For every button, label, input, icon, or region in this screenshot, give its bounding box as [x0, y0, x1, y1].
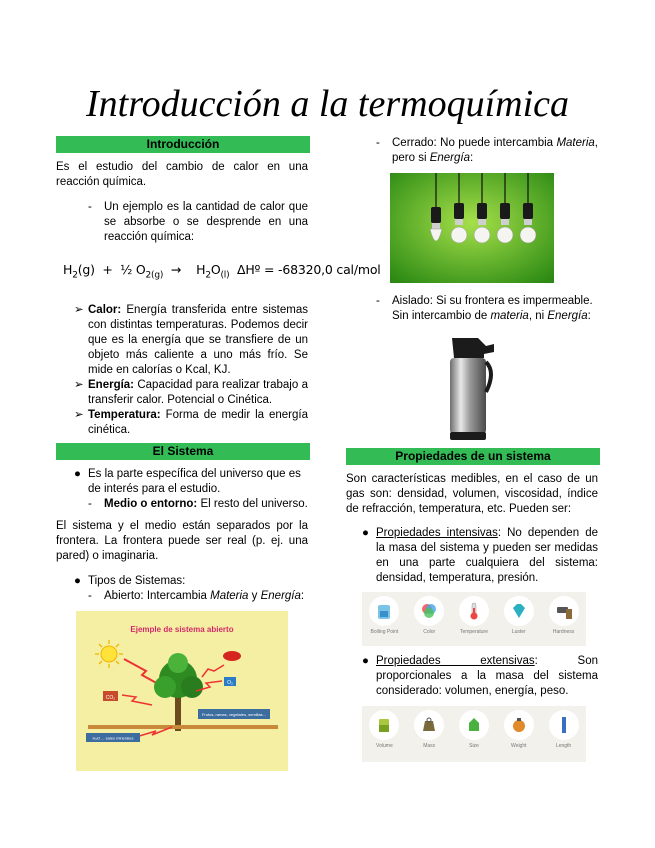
light-bulbs-image	[390, 173, 554, 283]
boiling-point-icon: Boiling Point	[362, 596, 406, 635]
dot-bullet-icon: ●	[362, 527, 369, 539]
extensive-icons-strip	[362, 706, 586, 762]
volume-icon: Volume	[362, 710, 406, 749]
bulb-icon	[451, 227, 467, 243]
list-item: ➢ Calor: Energía transferida entre sistemas con distintas temperaturas. Podemos decir que es la energía que se transfiere de un objeto más caliente a uno más frío. Se mide en calorías o Kcal, KJ.	[74, 304, 308, 376]
arrow-bullet-icon: ➢	[74, 379, 84, 391]
color-icon: Color	[407, 596, 451, 635]
bulb-icon	[520, 227, 536, 243]
intensive-icons-strip	[362, 592, 586, 646]
svg-text:CO₂: CO₂	[105, 695, 116, 701]
reaction-equation: $H_2(g)$ + ½ $O_{2(g)}$ → $H_2O_{(l)}$ ΔHº = -68320,0 cal/mol	[63, 262, 381, 281]
luster-icon: Luster	[497, 596, 541, 635]
arrow-bullet-icon: ➢	[74, 304, 84, 316]
dash-mark: -	[88, 201, 92, 213]
dot-bullet-icon: ●	[362, 655, 369, 667]
system-list: ● Es la parte específica del universo que es de interés para el estudio. - Medio o entorno: El resto del universo.	[74, 468, 308, 510]
hardness-icon: Hardness	[542, 596, 586, 635]
ground-line	[88, 725, 278, 729]
isolated-system-item: - Aislado: Si su frontera es impermeable. Sin intercambio de materia, ni Energía:	[376, 295, 593, 322]
definitions-list	[74, 303, 308, 438]
fruit-icon	[223, 651, 241, 661]
mass-icon: Mass	[407, 710, 451, 749]
properties-header: Propiedades de un sistema	[346, 448, 600, 465]
closed-system-item: - Cerrado: No puede intercambia Materia, pero si Energía:	[376, 137, 598, 164]
intro-text: Es el estudio del cambio de calor en una reacción química.	[56, 161, 308, 188]
dot-bullet-icon: ●	[74, 468, 81, 480]
page-title: Introducción a la termoquímica	[85, 83, 569, 125]
extensive-item: ● Propiedades extensivas: Son proporcionales a la masa del sistema considerado: volumen, energía, peso.	[362, 655, 598, 697]
intro-example: Un ejemplo es la cantidad de calor que se absorbe o se desprende en una reacción química:	[104, 201, 308, 243]
arrow-bullet-icon: ➢	[74, 409, 84, 421]
temperature-icon: Temperature	[452, 596, 496, 635]
intensive-item: ● Propiedades intensivas: No dependen de la masa del sistema y pueden ser medidas en una parte cualquiera del sistema: densidad, temperatura, presión.	[362, 527, 598, 584]
weight-icon: Weight	[497, 710, 541, 749]
list-item: ➢ Energía: Capacidad para realizar trabajo a transferir calor. Potencial o Cinética.	[74, 379, 308, 406]
svg-text:Frutos, ramas, vegetales, semi: Frutos, ramas, vegetales, semillas...	[201, 712, 267, 717]
types-item: ● Tipos de Sistemas:	[74, 575, 186, 587]
properties-text: Son características medibles, en el caso de un gas son: densidad, volumen, viscosidad, índice de refracción, temperatura, etc. Pueden ser:	[346, 473, 598, 515]
bulb-icon	[474, 227, 490, 243]
dot-bullet-icon: ●	[74, 575, 81, 587]
diagram-title: Ejemple de sistema abierto	[130, 625, 234, 634]
svg-text:O₂: O₂	[227, 680, 233, 686]
open-system-diagram	[76, 611, 288, 771]
bulb-icon	[497, 227, 513, 243]
svg-text:H₂O ... sales minerales: H₂O ... sales minerales	[92, 735, 134, 741]
length-icon: Length	[542, 710, 586, 749]
intro-header: Introducción	[56, 136, 310, 153]
thermos-image	[442, 332, 498, 442]
system-header: El Sistema	[56, 443, 310, 460]
size-icon: Size	[452, 710, 496, 749]
system-paragraph: El sistema y el medio están separados por la frontera. La frontera puede ser real (p. ej. una pared) o imaginaria.	[56, 520, 308, 562]
list-item: ➢ Temperatura: Forma de medir la energía cinética.	[74, 409, 308, 436]
